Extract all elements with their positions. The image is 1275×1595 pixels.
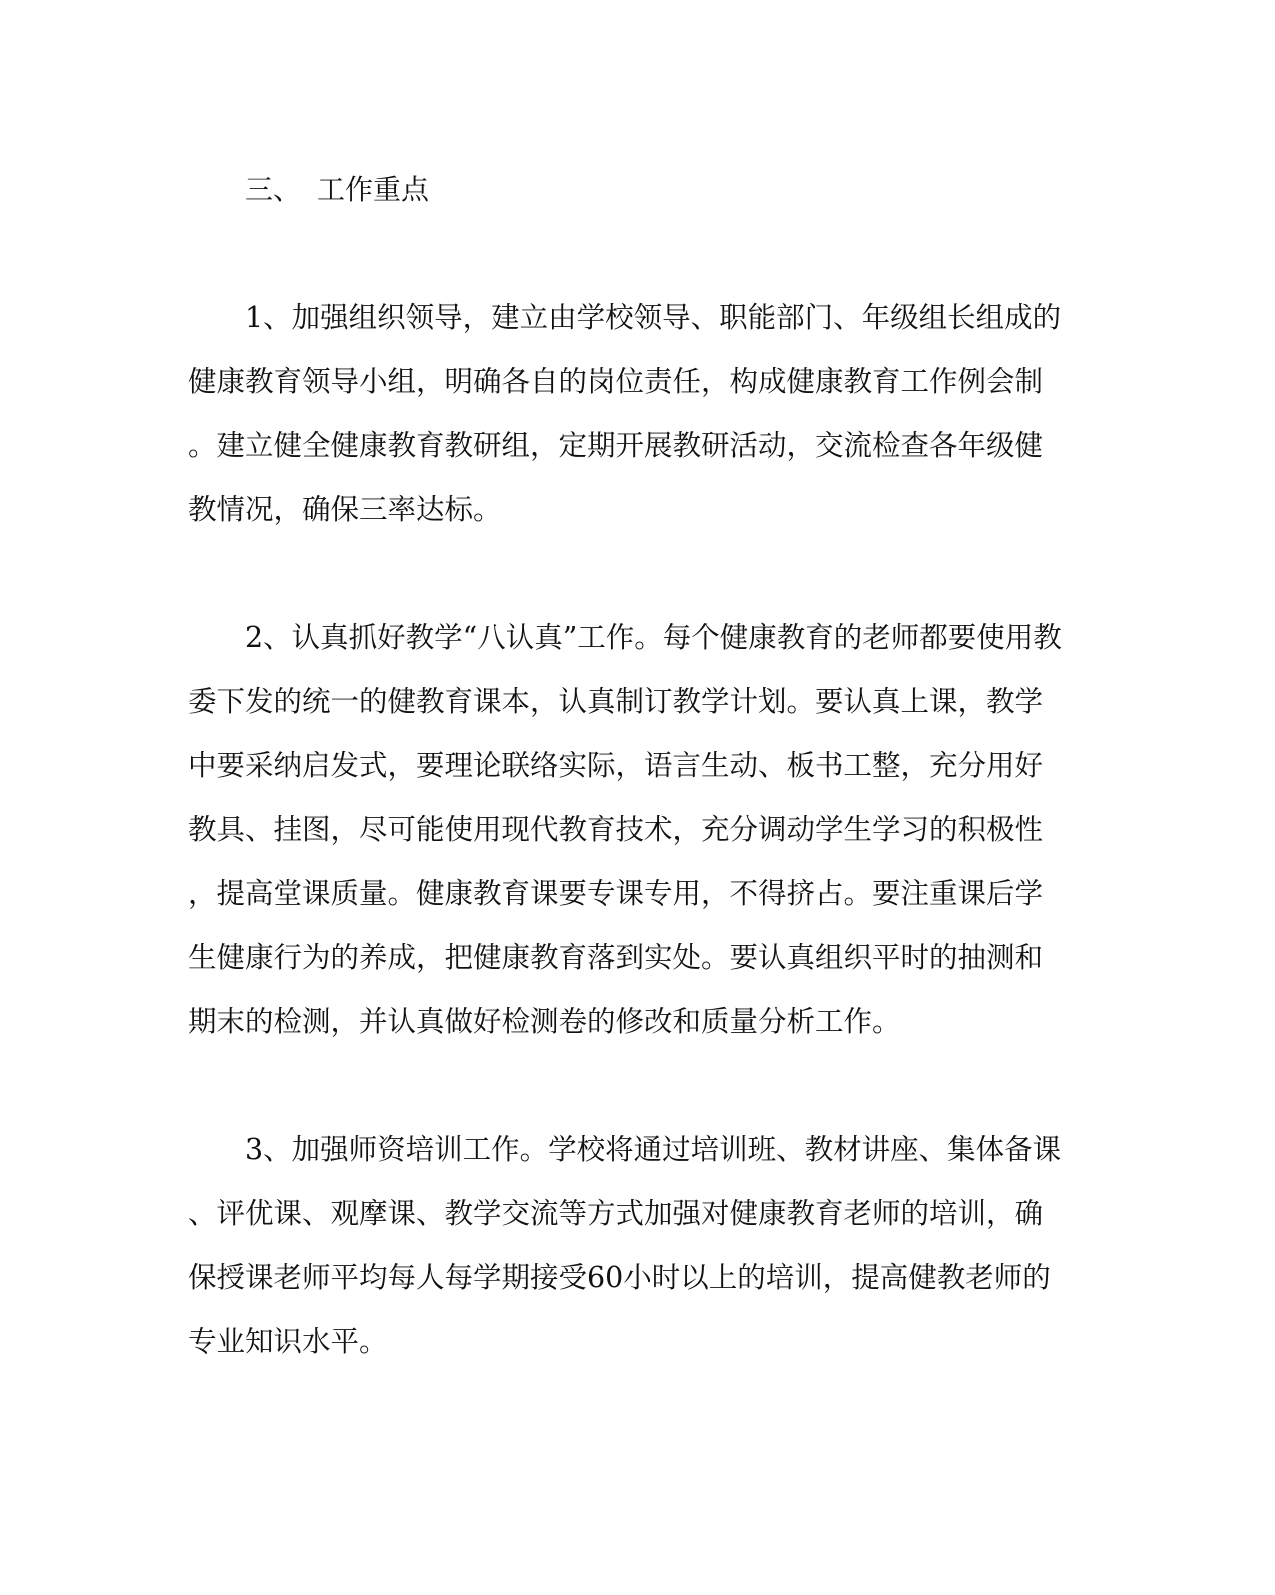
section-heading [245,165,429,215]
paragraph-1-line-2: 健康教育领导小组，明确各自的岗位责任，构成健康教育工作例会制 [188,365,1044,398]
paragraph-1-line-3: 。建立健全健康教育教研组，定期开展教研活动，交流检查各年级健 [188,429,1044,462]
paragraph-3-line-2: 、评优课、观摩课、教学交流等方式加强对健康教育老师的培训，确 [188,1197,1044,1230]
paragraph-2-line-7: 期末的检测，并认真做好检测卷的修改和质量分析工作。 [188,1005,901,1038]
paragraph-2-line-1: 2、认真抓好教学“八认真”工作。每个健康教育的老师都要使用教 [245,621,1062,654]
paragraph-2-line-5: ，提高堂课质量。健康教育课要专课专用，不得挤占。要注重课后学 [188,877,1044,910]
section-title: 工作重点 [317,173,430,206]
paragraph-2-line-6: 生健康行为的养成，把健康教育落到实处。要认真组织平时的抽测和 [188,941,1044,974]
paragraph-3-line-3: 保授课老师平均每人每学期接受60小时以上的培训，提高健教老师的 [188,1261,1051,1294]
paragraph-3-line-1: 3、加强师资培训工作。学校将通过培训班、教材讲座、集体备课 [245,1133,1062,1166]
paragraph-2-line-2: 委下发的统一的健教育课本，认真制订教学计划。要认真上课，教学 [188,685,1044,718]
paragraph-3-line-4: 专业知识水平。 [188,1325,388,1358]
paragraph-2-line-3: 中要采纳启发式，要理论联络实际，语言生动、板书工整，充分用好 [188,749,1044,782]
section-number: 三、 [245,173,302,206]
paragraph-1-line-1: 1、加强组织领导，建立由学校领导、职能部门、年级组长组成的 [245,301,1062,334]
paragraph-1-line-4: 教情况，确保三率达标。 [188,493,502,526]
paragraph-2-line-4: 教具、挂图，尽可能使用现代教育技术，充分调动学生学习的积极性 [188,813,1044,846]
